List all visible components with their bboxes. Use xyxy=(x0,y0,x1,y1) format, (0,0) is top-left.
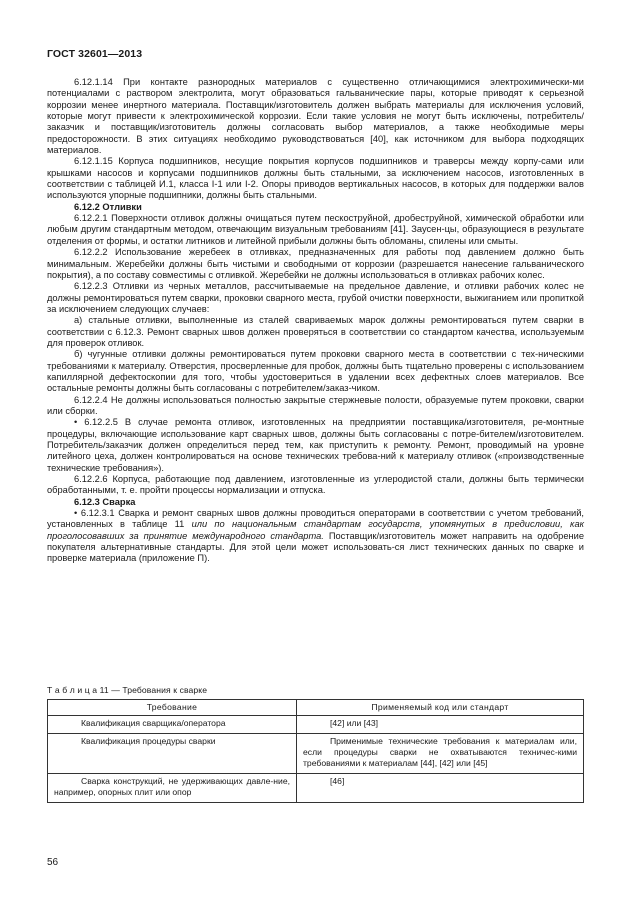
table-header-cell: Применяемый код или стандарт xyxy=(297,700,584,716)
table-row xyxy=(48,716,584,734)
paragraph: • 6.12.2.5 В случае ремонта отливок, изготовленных на предприятии поставщика/изготовителя, ре-монтные процедуры, включающие использование карт сварных швов, должны быть согласованы с потре-бителем/изготовителем. Потребитель/заказчик должен определиться перед тем, как приступить к ремонту. Ремонт, проводимый на уровне литейного цеха, должен контролироваться на основе технических требова-ний к материалу отливок («производственные технические требования»). xyxy=(47,417,584,473)
document-header: ГОСТ 32601—2013 xyxy=(47,48,143,60)
table-caption: Т а б л и ц а 11 — Требования к сварке xyxy=(47,685,208,695)
paragraph: а) стальные отливки, выполненные из сталей свариваемых марок должны ремонтироваться путем сварки в соответствии с 6.12.3. Ремонт сварных швов должен проверяться в соответствии со стандартом качества, используемым для проверок отливок. xyxy=(47,315,584,348)
section-heading: 6.12.2 Отливки xyxy=(74,201,142,212)
table-row xyxy=(48,774,584,803)
page-number: 56 xyxy=(47,857,59,868)
paragraph: 6.12.1.15 Корпуса подшипников, несущие покрытия корпусов подшипников и траверсы между корпу-сами или крышками насосов и корпусами подшипников должны быть стальными, за исключением насосов, изготовленных в соответствии с таблицей И.1, класса I-1 или I-2. Опоры приводов вертикальных насосов, в которых для поддержки валов используются упорные подшипники, должны быть стальными. xyxy=(47,156,584,201)
paragraph: 6.12.2.3 Отливки из черных металлов, рассчитываемые на предельное давление, и отливки рабочих колес не должны ремонтироваться путем сварки, проковки сварного места, грубой очистки поверхности, выжиганием или пропиткой за исключением следующих случаев: xyxy=(47,281,584,314)
paragraph: 6.12.2.6 Корпуса, работающие под давлением, изготовленные из углеродистой стали, должны быть термически обработанными, т. е. пройти процессы нормализации и отпуска. xyxy=(47,474,584,496)
paragraph-welding xyxy=(47,508,584,565)
cell-text: Применимые технические требования к материалам или, если процедуры сварки не охватываются техничес-кими требованиями к материалам [44], [42] или [45] xyxy=(303,736,577,768)
section-heading: 6.12.3 Сварка xyxy=(74,496,136,507)
cell-text: [46] xyxy=(330,776,345,786)
table-cell xyxy=(48,734,297,774)
cell-text: Квалификация сварщика/оператора xyxy=(81,718,226,728)
table-cell xyxy=(48,774,297,803)
paragraph-text: • 6.12.3.1 Сварка и ремонт сварных швов должны проводиться операторами в соответствии с учетом требований, установленных в таблице 11 xyxy=(47,508,584,530)
table-header-cell: Требование xyxy=(48,700,297,716)
table-cell xyxy=(297,716,584,734)
cell-text: [42] или [43] xyxy=(330,718,379,728)
table-row xyxy=(48,734,584,774)
cell-text: Сварка конструкций, не удерживающих давле-ние, например, опорных плит или опор xyxy=(54,776,290,797)
table-cell xyxy=(297,734,584,774)
document-body xyxy=(47,77,584,565)
paragraph: 6.12.2.1 Поверхности отливок должны очищаться путем пескоструйной, дробеструйной, химической обработки или любым другим стандартным методом, отвечающим визуальным требованиям [41]. Заусен-цы, образующиеся в результате отделения от формы, и остатки литников и литейной прибыли должны быть обломаны, спилены или смыты. xyxy=(47,213,584,246)
paragraph-text: Поставщик/изготовитель может направить на одобрение покупателя альтернативные стандарты. Для этой цели может использовать-ся лист технических данных по сварке и проверке материала (приложение П). xyxy=(47,530,584,564)
table-cell xyxy=(297,774,584,803)
paragraph: 6.12.2.4 Не должны использоваться полностью закрытые стержневые полости, образуемые путем проковки, сварки или сборки. xyxy=(47,394,584,416)
paragraph: б) чугунные отливки должны ремонтироваться путем проковки сварного места в соответствии с тех-ническими требованиями к материалу. Отверстия, просверленные для пробок, должны быть тщательно проверены с использованием капиллярной дефектоскопии для того, чтобы удостовериться в удалении всех дефектных слоев материалов. Все остальные ремонты должны быть согласованы с потребителем/заказ-чиком. xyxy=(47,349,584,394)
paragraph: 6.12.2.2 Использование жеребеек в отливках, предназначенных для работы под давлением должно быть минимальным. Жеребейки должны быть чистыми и свободными от коррозии (разрешается нанесение гальванического покрытия), а по составу совместимы с отливкой. Жеребейки не должны использоваться в отливках рабочих колес. xyxy=(47,247,584,280)
cell-text: Квалификация процедуры сварки xyxy=(81,736,216,746)
table-header-row xyxy=(48,700,584,716)
paragraph-italic-text: или по национальным стандартам государств, упомянутых в предисловии, как проголосовавших за принятие международного стандарта. xyxy=(47,519,584,541)
paragraph: 6.12.1.14 При контакте разнородных материалов с существенно отличающимися электрохимически-ми потенциалами с раствором электролита, могут образоваться гальванические пары, которые приводят к серьезной коррозии менее инертного материала. Поставщик/изготовитель должен выбрать материалы для исключения условий, которые могут привести к электрохимической коррозии. Если такие условия не могут быть исключены, потребитель/заказчик и поставщик/изготовитель должны согласовать выбор материалов, а также необходимые меры предосторожности. В этих ситуациях необходимо руководствоваться [40], как источником для выбора подходящих материалов. xyxy=(47,77,584,156)
table-cell xyxy=(48,716,297,734)
welding-requirements-table xyxy=(47,699,584,803)
